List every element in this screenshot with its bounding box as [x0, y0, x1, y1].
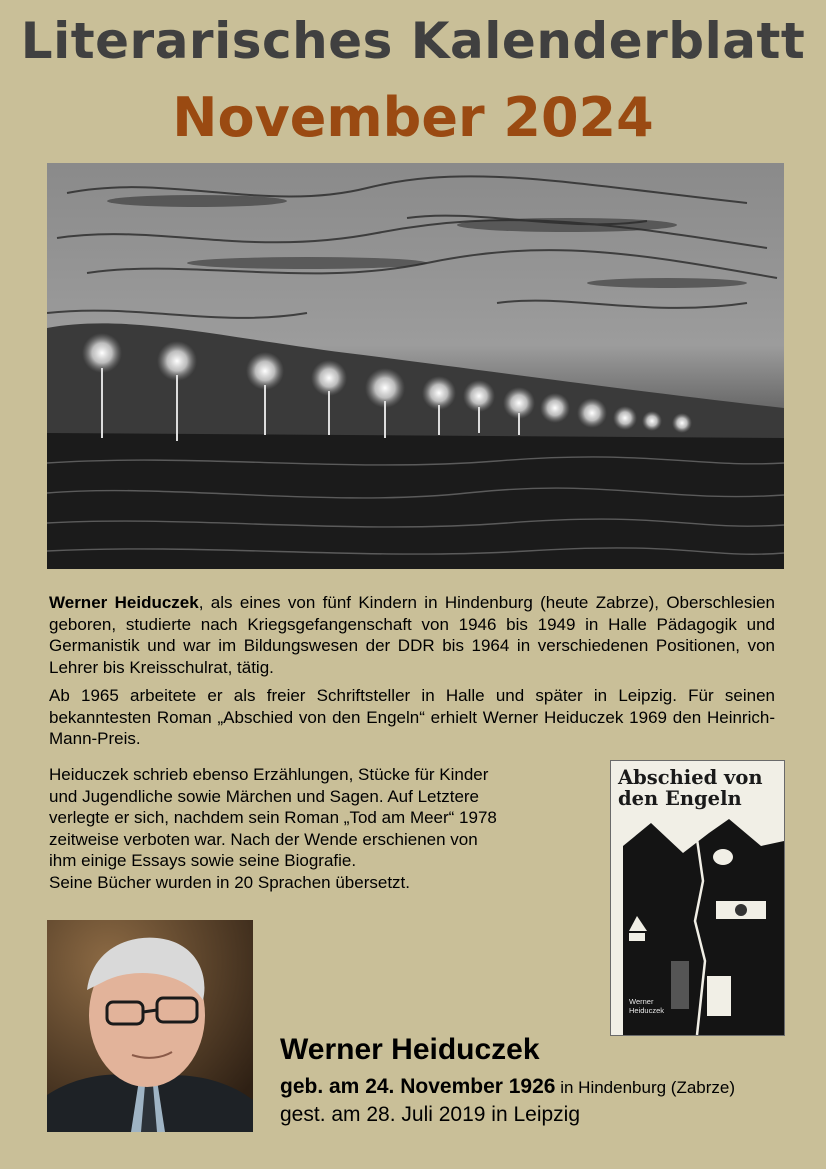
book-cover-image	[610, 760, 785, 1036]
book-title-line: Abschied von	[618, 766, 763, 789]
book-cover-title	[618, 767, 783, 809]
biography-line: Heiduczek schrieb ebenso Erzählungen, Stücke für Kinder	[49, 765, 489, 784]
author-name-heading: Werner Heiduczek	[280, 1033, 540, 1066]
author-name-highlight: Werner Heiduczek	[49, 593, 199, 612]
death-info: gest. am 28. Juli 2019 in Leipzig	[280, 1103, 581, 1126]
book-title-line: den Engeln	[618, 787, 742, 810]
biography-text-1: , als eines von fünf Kindern in Hindenburg (heute Zabrze), Oberschlesien geboren, studierte nach Kriegsgefangenschaft von 1946 bis 1949 in Halle Pädagogik und Germanistik und war im Bildungswesen der DDR bis 1964 in verschiedenen Positionen, von Lehrer bis Kreisschulrat, tätig.	[49, 593, 776, 677]
biography-line: zeitweise verboten war. Nach der Wende erschienen von	[49, 829, 478, 849]
biography-line: verlegte er sich, nachdem sein Roman „Tod am Meer“ 1978	[49, 808, 497, 827]
page-title: Literarisches Kalenderblatt	[20, 12, 806, 70]
biography-paragraph-2: Ab 1965 arbeitete er als freier Schriftsteller in Halle und später in Leipzig. Für seinen bekanntesten Roman „Abschied von den Engeln“ erhielt Werner Heiduczek 1969 den Heinrich-Mann-Preis.	[49, 686, 775, 748]
birth-date: geb. am 24. November 1926	[280, 1075, 556, 1098]
biography-line: Seine Bücher wurden in 20 Sprachen übersetzt.	[49, 872, 411, 892]
biography-paragraph-3	[49, 764, 569, 893]
month-subtitle: November 2024	[172, 86, 654, 149]
author-portrait-image	[47, 920, 253, 1132]
book-cover-author	[629, 997, 664, 1015]
book-author-line: Heiduczek	[629, 1006, 665, 1015]
birth-info	[280, 1075, 735, 1099]
biography-line: und Jugendliche sowie Märchen und Sagen. Auf Letztere	[49, 786, 480, 806]
birth-place: in Hindenburg (Zabrze)	[555, 1078, 736, 1097]
book-author-line: Werner	[629, 997, 654, 1006]
night-landscape-etching-image	[47, 163, 784, 569]
biography-paragraph-1	[49, 592, 775, 678]
biography-line: ihm einige Essays sowie seine Biografie.	[49, 851, 357, 870]
